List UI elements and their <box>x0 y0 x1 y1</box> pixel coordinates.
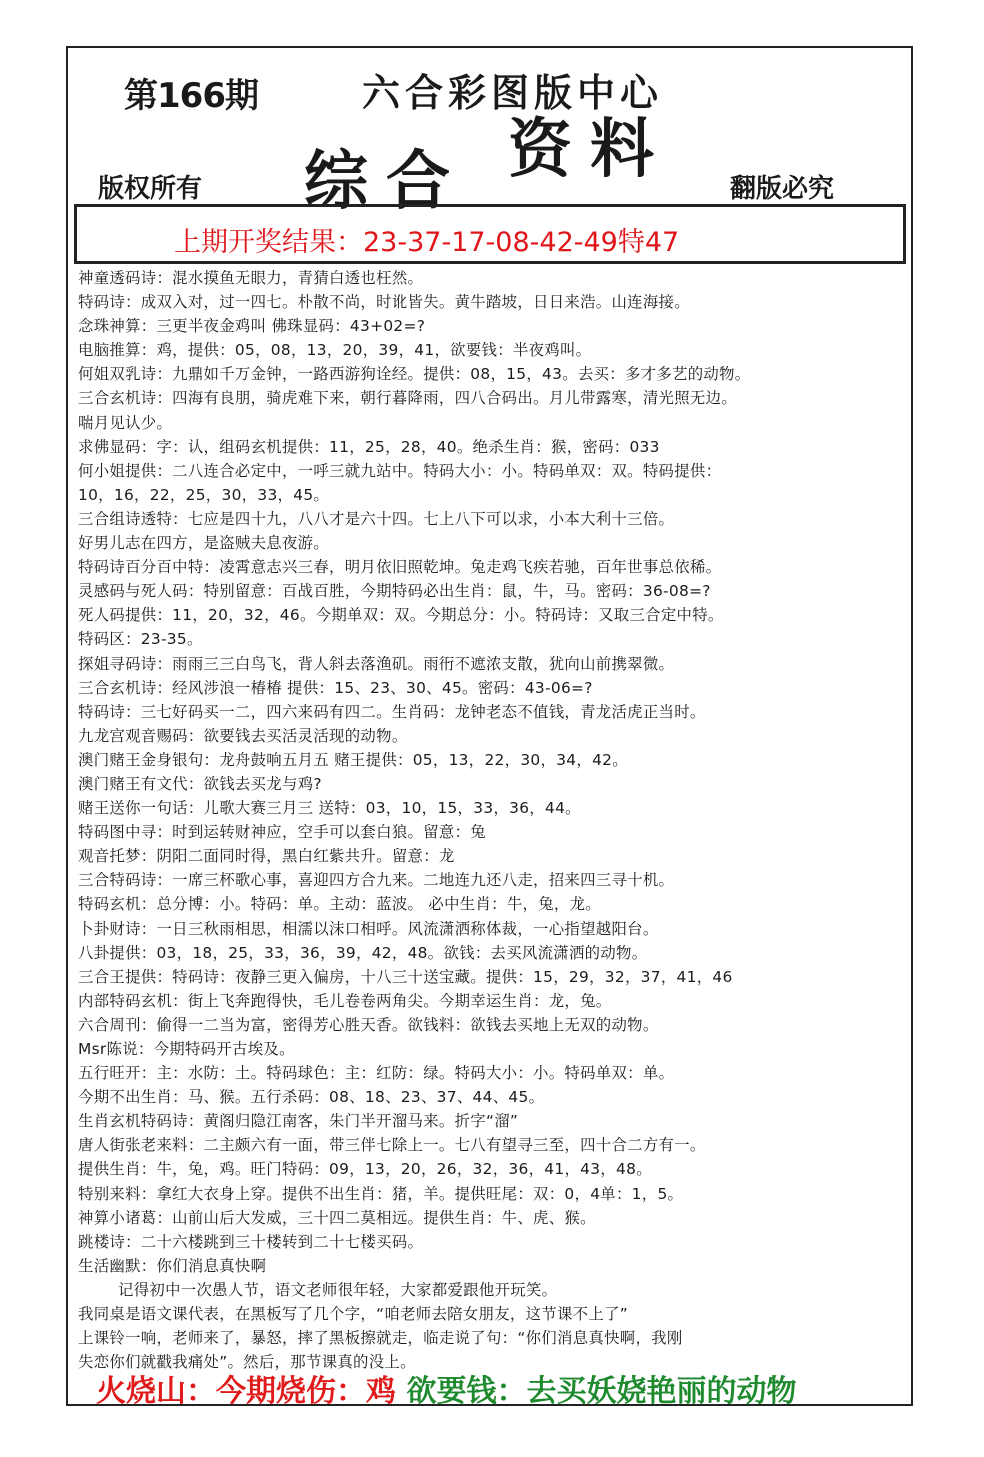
text-line: 三合玄机诗：经风涉浪一椿椿 提供：15、23、30、45。密码：43-06=? <box>78 678 593 697</box>
footer-buy-text: 欲要钱：去买妖娆艳丽的动物 <box>406 1374 797 1409</box>
text-line: 上课铃一响，老师来了，暴怒，摔了黑板擦就走，临走说了句：“你们消息真快啊，我刚 <box>78 1329 683 1348</box>
text-line: 特码图中寻：时到运转财神应，空手可以套白狼。留意：兔 <box>78 823 486 842</box>
text-line: Msr陈说：今期特码开古埃及。 <box>78 1040 295 1058</box>
text-line: 特码区：23-35。 <box>78 630 203 649</box>
text-line: 三合组诗透特：七应是四十九，八八才是六十四。七上八下可以求，小本大利十三倍。 <box>78 509 675 528</box>
text-line: 今期不出生肖：马、猴。五行杀码：08、18、23、37、44、45。 <box>78 1088 545 1107</box>
last-draw-result: 上期开奖结果：23-37-17-08-42-49特47 <box>174 227 680 258</box>
footer-banner <box>96 1366 796 1410</box>
text-line: 喘月见认少。 <box>78 413 173 432</box>
text-line: 何姐双乳诗：九鼎如千万金钟，一路西游狗诠经。提供：08，15，43。去买：多才多艺的动物。 <box>78 365 751 384</box>
text-line: 五行旺开：主：水防：土。特码球色：主：红防：绿。特码大小：小。特码单双：单。 <box>78 1064 675 1083</box>
text-line: 灵感码与死人码：特别留意：百战百胜，今期特码必出生肖：鼠，牛，马。密码：36-08=? <box>78 582 711 601</box>
copyright-label: 版权所有 <box>98 174 203 204</box>
text-line: 好男儿志在四方，是盗贼夫息夜游。 <box>78 534 330 553</box>
text-line: 卜卦财诗：一日三秋雨相思，相濡以沫口相呼。风流潇洒称体裁，一心指望越阳台。 <box>78 919 659 938</box>
text-line: 观音托梦：阴阳二面同时得，黑白红紫共升。留意：龙 <box>78 847 455 866</box>
text-line: 死人码提供：11，20，32，46。今期单双：双。今期总分：小。特码诗：又取三合定中特。 <box>78 606 724 625</box>
text-line: 三合王提供：特码诗：夜静三更入偏房，十八三十送宝藏。提供：15，29，32，37，41，46 <box>78 967 733 986</box>
text-line: 特码诗：成双入对，过一四七。朴散不尚，时讹皆失。黄牛踏坡，日日来浩。山连海接。 <box>78 293 690 312</box>
text-line: 特码玄机：总分博：小。特码：单。主动：蓝波。 必中生肖：牛，兔，龙。 <box>78 895 601 914</box>
text-line: 失恋你们就戳我痛处”。然后，那节课真的没上。 <box>78 1353 416 1372</box>
text-line: 念珠神算：三更半夜金鸡叫 佛珠显码：43+02=? <box>78 317 426 336</box>
text-line: 特别来料：拿红大衣身上穿。提供不出生肖：猪，羊。提供旺尾：双：0，4单：1，5。 <box>78 1184 684 1203</box>
text-line: 特码诗：三七好码买一二，四六来码有四二。生肖码：龙钟老态不值钱，青龙活虎正当时。 <box>78 702 706 721</box>
text-line: 内部特码玄机：街上飞奔跑得快，毛儿卷卷两角尖。今期幸运生肖：龙，兔。 <box>78 991 612 1010</box>
text-line: 赌王送你一句话：儿歌大赛三月三 送特：03，10，15，33，36，44。 <box>78 799 581 818</box>
text-line: 生肖玄机特码诗：黄阁归隐江南客，朱门半开溜马来。折字“溜” <box>78 1112 519 1131</box>
text-line: 三合特码诗：一席三杯歌心事，喜迎四方合九来。二地连九还八走，招来四三寻十机。 <box>78 871 675 890</box>
text-line: 六合周刊：偷得一二当为富，密得芳心胜天香。欲钱料：欲钱去买地上无双的动物。 <box>78 1015 659 1034</box>
text-line: 神童透码诗：混水摸鱼无眼力，青猜白透也枉然。 <box>78 269 424 287</box>
text-line: 九龙宫观音赐码：欲要钱去买活灵活现的动物。 <box>78 726 408 745</box>
content-lines <box>78 266 908 1374</box>
footer-burn-text: 火烧山：今期烧伤：鸡 <box>96 1374 396 1409</box>
text-line: 电脑推算：鸡，提供：05，08，13，20，39，41，欲要钱：半夜鸡叫。 <box>78 341 592 360</box>
text-line: 跳楼诗：二十六楼跳到三十楼转到二十七楼买码。 <box>78 1232 424 1251</box>
text-line: 特码诗百分百中特：凌霄意志兴三春，明月依旧照乾坤。兔走鸡飞疾若驰，百年世事总依稀。 <box>78 558 722 577</box>
text-line: 三合玄机诗：四海有良朋，骑虎难下来，朝行暮降雨，四八合码出。月儿带露寒，清光照无边。 <box>78 389 738 408</box>
text-line: 探姐寻码诗：雨雨三三白鸟飞，背人斜去落渔矶。雨衎不遮浓支散，犹向山前携翠微。 <box>78 654 675 673</box>
piracy-warning-label: 翻版必究 <box>730 174 835 204</box>
text-line: 记得初中一次愚人节，语文老师很年轻，大家都爱跟他开玩笑。 <box>118 1280 558 1299</box>
text-line: 神算小诸葛：山前山后大发威，三十四二莫相远。提供生肖：牛、虎、猴。 <box>78 1208 596 1227</box>
main-title-left: 综合 <box>304 144 468 219</box>
main-title-right: 资料 <box>508 112 672 187</box>
text-line: 10，16，22，25，30，33，45。 <box>78 485 330 504</box>
text-line: 我同桌是语文课代表，在黑板写了几个字，“咱老师去陪女朋友，这节课不上了” <box>78 1305 629 1324</box>
text-line: 生活幽默：你们消息真快啊 <box>78 1256 267 1275</box>
text-line: 八卦提供：03，18，25，33，36，39，42，48。欲钱：去买风流潇洒的动物。 <box>78 943 648 962</box>
text-line: 求佛显码：字：认，组码玄机提供：11，25，28，40。绝杀生肖：猴，密码：033 <box>78 437 660 456</box>
text-line: 澳门赌王有文代：欲钱去买龙与鸡? <box>78 774 322 793</box>
text-line: 唐人街张老来料：二主颇六有一面，带三伴七除上一。七八有望寻三至，四十合二方有一。 <box>78 1136 706 1155</box>
text-line: 澳门赌王金身银句：龙舟鼓响五月五 赌王提供：05，13，22，30，34，42。 <box>78 750 628 769</box>
publisher-title: 六合彩图版中心 <box>362 70 664 115</box>
issue-number: 第166期 <box>124 76 258 116</box>
text-line: 何小姐提供：二八连合必定中，一呼三就九站中。特码大小：小。特码单双：双。特码提供： <box>78 461 722 480</box>
text-line: 提供生肖：牛，兔，鸡。旺门特码：09，13，20，26，32，36，41，43，48。 <box>78 1160 652 1179</box>
